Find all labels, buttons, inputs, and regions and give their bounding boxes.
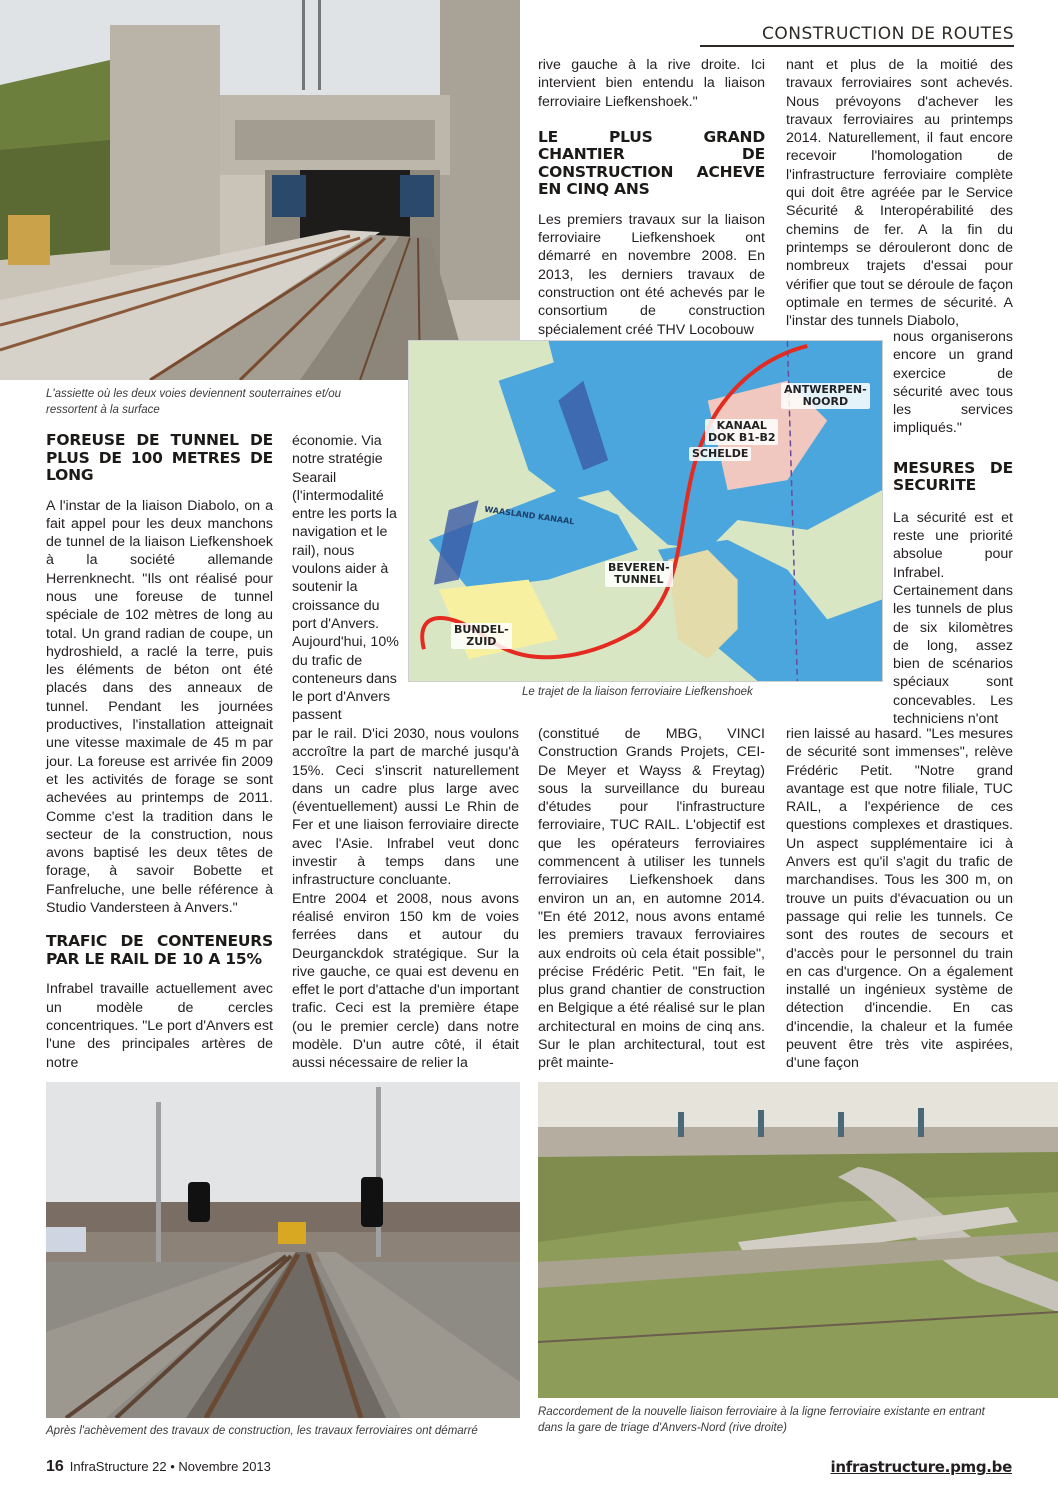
paragraph-rive-gauche: rive gauche à la rive droite. Ici intervient bien entendu la liaison ferroviaire Liefkenshoek." [538, 57, 765, 110]
footer-issue [46, 1458, 271, 1476]
tunnel-entrance-photo [0, 0, 520, 380]
article-column-4-top [786, 56, 1013, 330]
heading-trafic: TRAFIC DE CONTENEURS PAR LE RAIL DE 10 A 15% [46, 932, 273, 968]
paragraph-securite: La sécurité est et reste une priorité absolue pour Infrabel. Certainement dans les tunnels de plus de six kilomètres de long, assez bien de scénarios spéciaux sont concevables. Les techniciens n'ont [893, 509, 1013, 728]
paragraph-economie: économie. Via notre stratégie Searail (l'intermodalité entre les ports la navigation et le rail), nous voulons aider à soutenir la croissance du port d'Anvers. Aujourd'hui, 10% du trafic de conteneurs dans le port d'Anvers passent [292, 433, 399, 724]
paragraph-foreuse: A l'instar de la liaison Diabolo, on a fait appel pour les deux manchons de tunnel de la liaison Liefkenshoek à la société allemande Herrenknecht. "Ils ont réalisé pour nous une foreuse de tunnel spéciale de 102 mètres de long au total. Un grand radian de coupe, un hydroshield, a raclé la terre, puis les éléments de béton ont été placés dans des anneaux de tunnel. Pendant les journées productives, l'installation atteignait une vitesse maximale de 45 m par jour. La foreuse est arrivée fin 2009 et les activités de forage se sont achevées au printemps de 2011. Comme c'est la tradition dans le secteur de la construction, nous avons baptisé les deux têtes de forage, à savoir Bobette et Fanfreluche, une belle référence à Studio Vandersteen à Anvers." [46, 497, 273, 917]
map-label-kanaal-dok: KANAAL DOK B1-B2 [705, 419, 778, 445]
heading-plus-grand-chantier: LE PLUS GRAND CHANTIER DE CONSTRUCTION ACHEVE EN CINQ ANS [538, 127, 765, 199]
article-column-2-narrow [292, 432, 399, 725]
map-caption: Le trajet de la liaison ferroviaire Liefkenshoek [522, 686, 753, 698]
article-column-3-top [538, 56, 765, 339]
section-rule [700, 45, 1014, 47]
heading-mesures-securite: MESURES DE SECURITE [893, 458, 1013, 495]
heading-foreuse: FOREUSE DE TUNNEL DE PLUS DE 100 METRES DE LONG [46, 431, 273, 484]
article-column-2 [292, 725, 519, 1073]
website-link[interactable]: infrastructure.pmg.be [830, 1458, 1012, 1476]
paragraph-exercice: nous organiserons encore un grand exercice de sécurité avec tous les services impliqués." [893, 329, 1013, 437]
map-label-antwerpen-noord: ANTWERPEN- NOORD [781, 383, 870, 409]
paragraph-mesures-immenses: rien laissé au hasard. "Les mesures de sécurité sont immenses", relève Frédéric Petit. "Notre grand avantage est que notre filiale, TUC RAIL, a l'expérience de ces questions complexes et drastiques. Un aspect supplémentaire ici à Anvers est qu'il s'agit du trafic de marchandises. Tous les 300 m, on trouve un puits d'évacuation ou un passage qui relie les tunnels. Ce sont des routes de secours et d'accès pour le personnel du train en cas d'urgence. On a également installé un ingénieux système de détection d'incendie. En cas d'incendie, la chaleur et la fumée peuvent être très vite aspirées, d'une façon [786, 726, 1013, 1072]
paragraph-consortium: (constitué de MBG, VINCI Construction Grands Projets, CEI-De Meyer et Wayss & Freytag) sous la surveillance du bureau d'études pour l'infrastructure ferroviaire, TUC RAIL. L'objectif est que les opérateurs ferroviaires commencent à utiliser les tunnels ferroviaires Liefkenshoek dans environ un an, en automne 2014. "En été 2012, nous avons entamé les premiers travaux ferroviaires aux endroits où cela était possible", précise Frédéric Petit. "En fait, le plus grand chantier de construction en Belgique a été réalisé sur le plan architectural en moins de cinq ans. Sur le plan architectural, tout est prêt mainte- [538, 726, 765, 1072]
junction-photo [538, 1082, 1058, 1398]
map-label-bundel-zuid: BUNDEL- ZUID [451, 623, 512, 649]
tracks-photo-caption: Après l'achèvement des travaux de construction, les travaux ferroviaires ont démarré [46, 1425, 478, 1437]
paragraph-deurganckdok: Entre 2004 et 2008, nous avons réalisé environ 150 km de voies ferrées dans et autour du Deurganckdok stratégique. Sur la rive gauche, ce quai est devenu en effet le port d'attache d'un important trafic. Ceci est la première étape (ou le premier cercle) dans notre modèle. D'un autre côté, il était aussi nécessaire de relier la [292, 890, 519, 1072]
junction-photo-caption: Raccordement de la nouvelle liaison ferroviaire à la ligne ferroviaire existante en entrant dans la gare de triage d'Anvers-Nord (rive droite) [538, 1406, 985, 1434]
map-label-waasland-kanaal: WAASLAND KANAAL [483, 504, 575, 527]
map-label-schelde: SCHELDE [689, 447, 751, 461]
paragraph-trafic-intro: Infrabel travaille actuellement avec un modèle de cercles concentriques. "Le port d'Anvers est l'une des principales artères de notre [46, 981, 273, 1071]
issue-label: InfraStructure 22 • Novembre 2013 [69, 1459, 271, 1474]
paragraph-premiers-travaux: Les premiers travaux sur la liaison ferroviaire Liefkenshoek ont démarré en novembre 2008. En 2013, les derniers travaux de construction ont été achevés par le consortium de construction spécialement créé THV Locobouw [538, 211, 765, 338]
section-title: CONSTRUCTION DE ROUTES [762, 24, 1014, 44]
article-column-4-narrow [893, 328, 1013, 728]
paragraph-rail-2030: par le rail. D'ici 2030, nous voulons accroître la part de marché jusqu'à 15%. Ceci s'inscrit naturellement dans un cadre plus large avec (éventuellement) aussi Le Rhin de Fer et une liaison ferroviaire directe avec l'Asie. Infrabel veut donc investir à temps dans une infrastructure concluante. [292, 726, 519, 889]
article-column-4-bottom [786, 725, 1013, 1073]
tunnel-photo-caption: L'assiette où les deux voies deviennent souterraines et/ou ressortent à la surface [46, 388, 341, 416]
article-column-1 [46, 432, 273, 1072]
article-column-3-bottom [538, 725, 765, 1073]
map-label-beveren-tunnel: BEVEREN- TUNNEL [605, 561, 673, 587]
page-number: 16 [46, 1458, 64, 1475]
route-map [408, 340, 883, 682]
paragraph-moitie-travaux: nant et plus de la moitié des travaux ferroviaires sont achevés. Nous prévoyons d'achever les travaux ferroviaires au printemps 2014. Naturellement, il faut encore recevoir l'homologation de l'infrastructure ferroviaire complète qui doit être agréée par le Service Sécurité & Interopérabilité des chemins de fer. A la fin du printemps se dérouleront donc de nombreux trajets d'essai pour vérifier que tout se déroule de façon optimale en termes de sécurité. A l'instar des tunnels Diabolo, [786, 57, 1013, 330]
tracks-photo [46, 1082, 520, 1418]
